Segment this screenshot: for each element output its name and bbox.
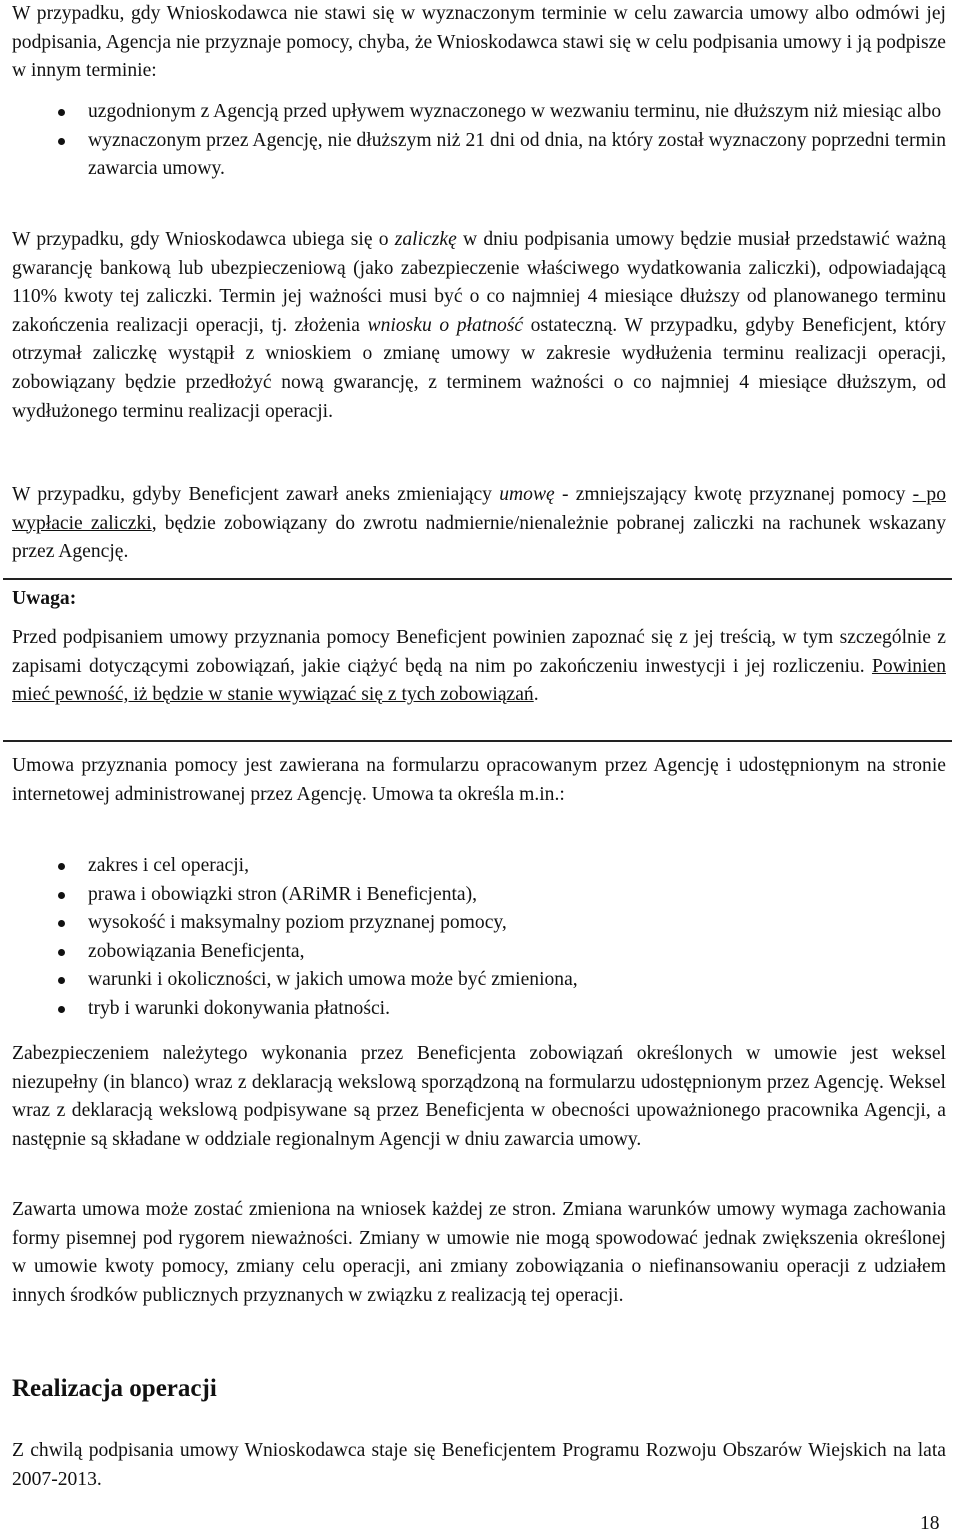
- paragraph-non-appearance: W przypadku, gdy Wnioskodawca nie stawi się w wyznaczonym terminie w celu zawarcia umowy albo odmówi jej podpisania, Agencja nie przyznaje pomocy, chyba, że Wnioskodawca stawi się w celu podpisania umowy i ją podpisze w innym terminie:: [12, 3, 946, 82]
- bullet-icon: [58, 949, 65, 956]
- list-item: zobowiązania Beneficjenta,: [12, 938, 946, 967]
- paragraph-contract-form: Umowa przyznania pomocy jest zawierana na formularzu opracowanym przez Agencję i udostępnionym na stronie internetowej administrowanej przez Agencję. Umowa ta określa m.in.:: [12, 755, 946, 805]
- note-label: Uwaga:: [12, 588, 77, 609]
- list-item: prawa i obowiązki stron (ARiMR i Beneficjenta),: [12, 881, 946, 910]
- list-item: uzgodnionym z Agencją przed upływem wyznaczonego w wezwaniu terminu, nie dłuższym niż miesiąc albo: [12, 98, 946, 127]
- paragraph-contract-changes: Zawarta umowa może zostać zmieniona na wniosek każdej ze stron. Zmiana warunków umowy wymaga zachowania formy pisemnej pod rygorem nieważności. Zmiany w umowie nie mogą spowodować jednak zwiększenia określonej w umowie kwoty pomocy, zmiany celu operacji, ani zmiany zobowiązania o niefinansowaniu operacji z udziałem innych środków publicznych przyznanych w związku z realizacją tej operacji.: [12, 1199, 946, 1306]
- bullet-icon: [58, 892, 65, 899]
- bullet-icon: [58, 977, 65, 984]
- bullet-icon: [58, 109, 65, 116]
- page-number: 18: [920, 1513, 940, 1534]
- bullet-icon: [58, 920, 65, 927]
- list-item: wyznaczonym przez Agencję, nie dłuższym niż 21 dni od dnia, na który został wyznaczony poprzedni termin zawarcia umowy.: [12, 127, 946, 184]
- list-item: zakres i cel operacji,: [12, 852, 946, 881]
- list-item: tryb i warunki dokonywania płatności.: [12, 995, 946, 1024]
- section-heading: Realizacja operacji: [12, 1375, 217, 1402]
- bullet-list-terms: [12, 98, 946, 184]
- paragraph-advance-guarantee: W przypadku, gdy Wnioskodawca ubiega się o zaliczkę w dniu podpisania umowy będzie musiał przedstawić ważną gwarancję bankową lub ubezpieczeniową (jako zabezpieczenie właściwego wydatkowania zaliczki), odpowiadającą 110% kwoty tej zaliczki. Termin jej ważności musi być o co najmniej 4 miesiące dłuższy od planowanego terminu zakończenia realizacji operacji, tj. złożenia wniosku o płatność ostateczną. W przypadku, gdyby Beneficjent, który otrzymał zaliczkę wystąpił z wnioskiem o zmianę umowy w zakresie wydłużenia terminu realizacji operacji, zobowiązany będzie przedłożyć nową gwarancję, z terminem ważności o co najmniej 4 miesiące dłuższym, od wydłużonego terminu realizacji operacji.: [12, 229, 947, 422]
- list-item: warunki i okoliczności, w jakich umowa może być zmieniona,: [12, 966, 946, 995]
- bullet-list-contract-scope: [12, 852, 946, 1024]
- paragraph-annex-refund: W przypadku, gdyby Beneficjent zawarł aneks zmieniający umowę - zmniejszający kwotę przyznanej pomocy - po wypłacie zaliczki, będzie zobowiązany do zwrotu nadmiernie/nienależnie pobranej zaliczki na rachunek wskazany przez Agencję.: [12, 484, 946, 563]
- bullet-icon: [58, 138, 65, 145]
- bullet-icon: [58, 1006, 65, 1013]
- paragraph-note-content: Przed podpisaniem umowy przyznania pomocy Beneficjent powinien zapoznać się z jej treścią, w tym szczególnie z zapisami dotyczącymi zobowiązań, jakie ciążyć będą na nim po zakończeniu inwestycji i jej rozliczeniu. Powinien mieć pewność, iż będzie w stanie wywiązać się z tych zobowiązań.: [12, 627, 946, 706]
- list-item: wysokość i maksymalny poziom przyznanej pomocy,: [12, 909, 946, 938]
- paragraph-beneficiary: Z chwilą podpisania umowy Wnioskodawca staje się Beneficjentem Programu Rozwoju Obszarów Wiejskich na lata 2007-2013.: [12, 1440, 946, 1490]
- bullet-icon: [58, 863, 65, 870]
- paragraph-promissory-note: Zabezpieczeniem należytego wykonania przez Beneficjenta zobowiązań określonych w umowie jest weksel niezupełny (in blanco) wraz z deklaracją wekslową sporządzoną na formularzu udostępnionym przez Agencję. Weksel wraz z deklaracją wekslową podpisywane są przez Beneficjenta w obecności upoważnionego pracownika Agencji, a następnie są składane w oddziale regionalnym Agencji w dniu zawarcia umowy.: [12, 1043, 946, 1150]
